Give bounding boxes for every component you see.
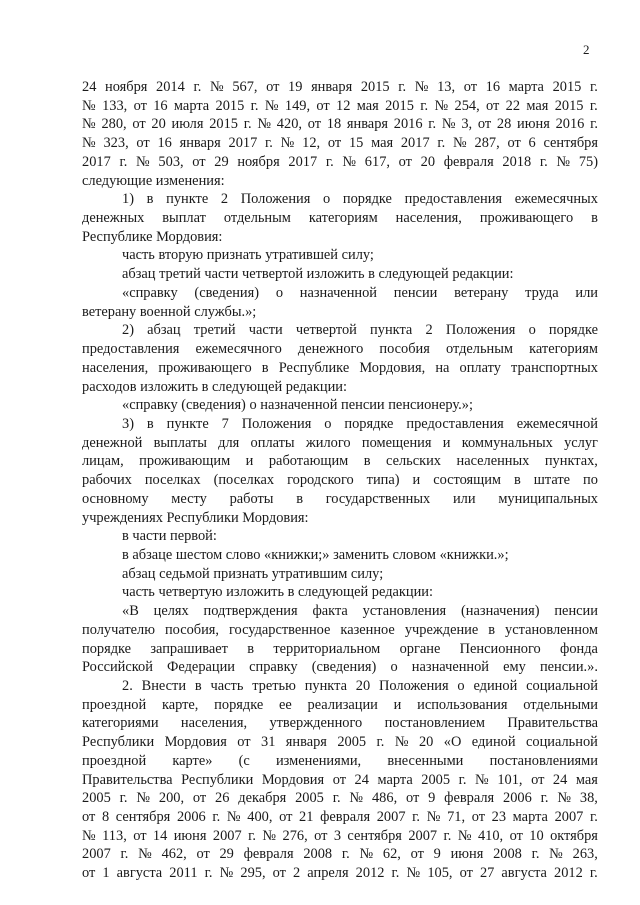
text-line: 2. Внести в часть третью пункта 20 Положения о единой социальной [122,678,598,694]
text-line: Республики Мордовия от 31 января 2005 г. № 20 «О единой социальной [82,734,598,751]
text-line: абзац седьмой признать утратившим силу; [122,565,384,582]
text-line: населения, проживающего в Республике Мордовия, на оплату транспортных [82,359,598,376]
text-line: от 1 августа 2011 г. № 295, от 2 апреля 2012 г. № 105, от 27 августа 2012 г. [82,865,598,882]
text-line: 2017 г. № 503, от 29 ноября 2017 г. № 617, от 20 февраля 2018 г. № 75) [82,153,598,170]
text-line: от 8 сентября 2006 г. № 400, от 21 февраля 2007 г. № 71, от 23 марта 2007 г. [82,809,598,826]
text-line: Правительства Республики Мордовия от 24 марта 2005 г. № 101, от 24 мая [82,771,598,788]
text-line: получателю пособия, государственное казенное учреждение в установленном [82,621,598,638]
text-line: рабочих поселках (поселках городского типа) и состоящим в штате по [82,472,598,489]
text-line: 2007 г. № 462, от 29 февраля 2008 г. № 62, от 9 июня 2008 г. № 263, [82,846,598,863]
text-line: № 133, от 16 марта 2015 г. № 149, от 12 мая 2015 г. № 254, от 22 мая 2015 г. [82,97,598,114]
document-body [82,78,598,883]
text-line: проездной карте» (с изменениями, внесенными постановлениями [82,752,598,769]
text-line: 2) абзац третий части четвертой пункта 2 Положения о порядке [122,322,598,339]
text-line: порядке запрашивает в территориальном органе Пенсионного фонда [82,640,598,657]
text-line: абзац третий части четвертой изложить в следующей редакции: [122,266,514,283]
text-line: учреждениях Республики Мордовия: [82,509,309,526]
text-line: 2005 г. № 200, от 26 декабря 2005 г. № 486, от 9 февраля 2006 г. № 38, [82,790,598,807]
text-line: № 323, от 16 января 2017 г. № 12, от 15 мая 2017 г. № 287, от 6 сентября [82,135,598,152]
text-line: 24 ноября 2014 г. № 567, от 19 января 2015 г. № 13, от 16 марта 2015 г. [82,79,598,95]
text-line: предоставления ежемесячного денежного пособия отдельным категориям [82,341,598,358]
text-line: следующие изменения: [82,172,225,189]
text-line: категориями населения, утвержденного постановлением Правительства [82,715,598,732]
text-line: «В целях подтверждения факта установления (назначения) пенсии [122,603,598,620]
text-line: «справку (сведения) о назначенной пенсии пенсионеру.»; [122,397,473,414]
text-line: Республике Мордовия: [82,228,223,245]
page-number: 2 [583,42,590,57]
text-line: денежных выплат отдельным категориям населения, проживающего в [82,210,598,227]
text-line: № 113, от 14 июня 2007 г. № 276, от 3 сентября 2007 г. № 410, от 10 октября [82,827,598,844]
text-line: основному месту работы в государственных или муниципальных [82,490,598,507]
text-line: 1) в пункте 2 Положения о порядке предоставления ежемесячных [122,191,598,208]
text-line: в части первой: [122,528,217,545]
text-line: в абзаце шестом слово «книжки;» заменить словом «книжки.»; [122,546,509,563]
text-line: расходов изложить в следующей редакции: [82,378,348,395]
text-line: проездной карте, порядке ее реализации и использования отдельными [82,696,598,713]
text-line: «справку (сведения) о назначенной пенсии ветерану труда или [122,284,598,301]
text-line: часть четвертую изложить в следующей редакции: [122,584,434,601]
text-line: часть вторую признать утратившей силу; [122,247,374,264]
text-line: ветерану военной службы.»; [82,303,257,320]
text-line: денежной выплаты для оплаты жилого помещения и коммунальных услуг [82,434,598,451]
text-line: Российской Федерации справку (сведения) о назначенной ему пенсии.». [82,659,598,676]
text-line: лицам, проживающим и работающим в сельских населенных пунктах, [82,453,598,470]
text-line: 3) в пункте 7 Положения о порядке предоставления ежемесячной [122,415,598,432]
text-line: № 280, от 20 июля 2015 г. № 420, от 18 января 2016 г. № 3, от 28 июня 2016 г. [82,116,598,133]
